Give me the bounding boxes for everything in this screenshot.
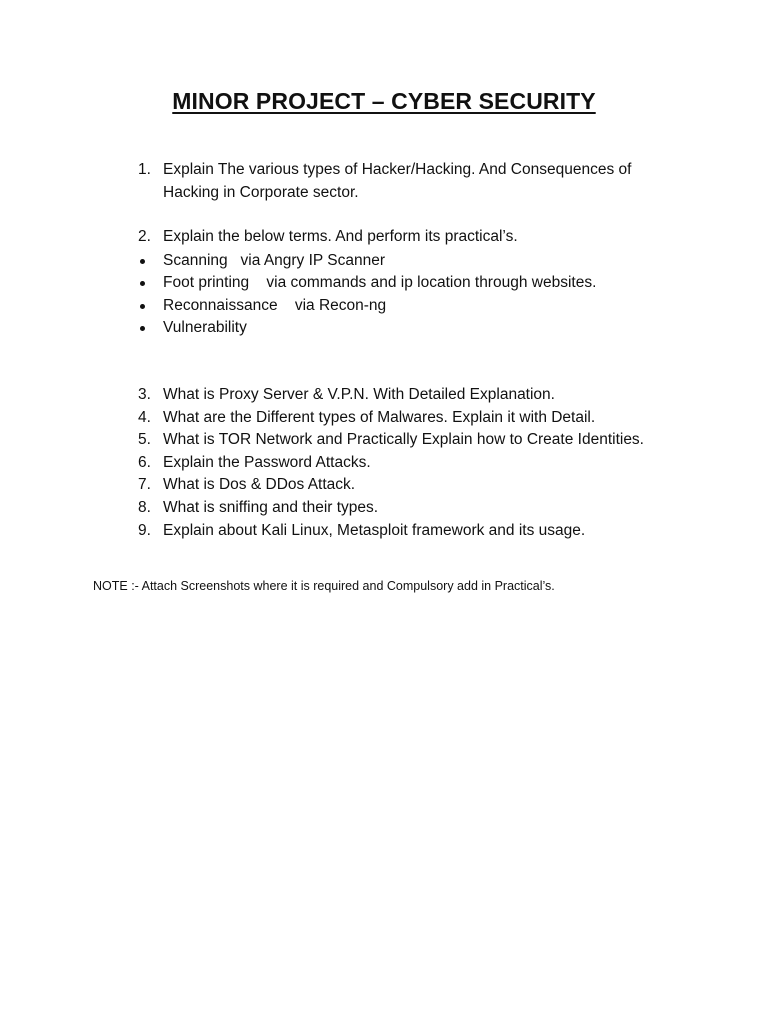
- list-item-text: What is TOR Network and Practically Explain how to Create Identities.: [163, 431, 644, 449]
- list-item: [138, 474, 698, 497]
- list-item-text: Explain about Kali Linux, Metasploit framework and its usage.: [163, 521, 586, 539]
- question-1: [138, 159, 698, 204]
- question-2: [138, 226, 698, 340]
- list-number: 3.: [138, 386, 151, 403]
- bullet-text: Reconnaissance via Recon-ng: [163, 296, 387, 314]
- list-item: [138, 520, 698, 543]
- page-title: MINOR PROJECT – CYBER SECURITY: [172, 88, 596, 114]
- list-item-text-continued: Hacking in Corporate sector.: [163, 183, 359, 201]
- list-item-text: Explain the below terms. And perform its practical’s.: [163, 228, 518, 245]
- bullet-item: [138, 272, 698, 295]
- list-item: [138, 497, 698, 520]
- bullet-text: Vulnerability: [163, 319, 247, 337]
- bullet-icon: [138, 272, 163, 295]
- list-item: [138, 384, 698, 407]
- list-item: [138, 429, 698, 452]
- bullet-item: [138, 295, 698, 318]
- list-number: 6.: [138, 453, 151, 471]
- list-number: 1.: [138, 161, 151, 178]
- list-number: 9.: [138, 521, 151, 539]
- list-item-text: Explain the Password Attacks.: [163, 453, 371, 471]
- bullet-icon: [138, 317, 163, 340]
- list-number: 4.: [138, 408, 151, 426]
- list-item-text: What is sniffing and their types.: [163, 498, 379, 516]
- list-item-text: What is Proxy Server & V.P.N. With Detailed Explanation.: [163, 386, 555, 403]
- note-text: NOTE :- Attach Screenshots where it is required and Compulsory add in Practical’s.: [93, 579, 555, 593]
- list-item: [138, 407, 698, 430]
- question-list: [138, 384, 698, 542]
- list-item-text: What is Dos & DDos Attack.: [163, 476, 356, 494]
- bullet-item: [138, 250, 698, 273]
- bullet-text: Foot printing via commands and ip location through websites.: [163, 274, 597, 292]
- list-number: 7.: [138, 476, 151, 494]
- list-item: [138, 452, 698, 475]
- list-number: 5.: [138, 431, 151, 449]
- bullet-item: [138, 317, 698, 340]
- bullet-icon: [138, 295, 163, 318]
- list-item-text: What are the Different types of Malwares. Explain it with Detail.: [163, 408, 596, 426]
- bullet-text: Scanning via Angry IP Scanner: [163, 251, 386, 269]
- list-number: 8.: [138, 498, 151, 516]
- list-item-text: Explain The various types of Hacker/Hacking. And Consequences of: [163, 161, 632, 178]
- bullet-icon: [138, 250, 163, 273]
- list-number: 2.: [138, 228, 151, 245]
